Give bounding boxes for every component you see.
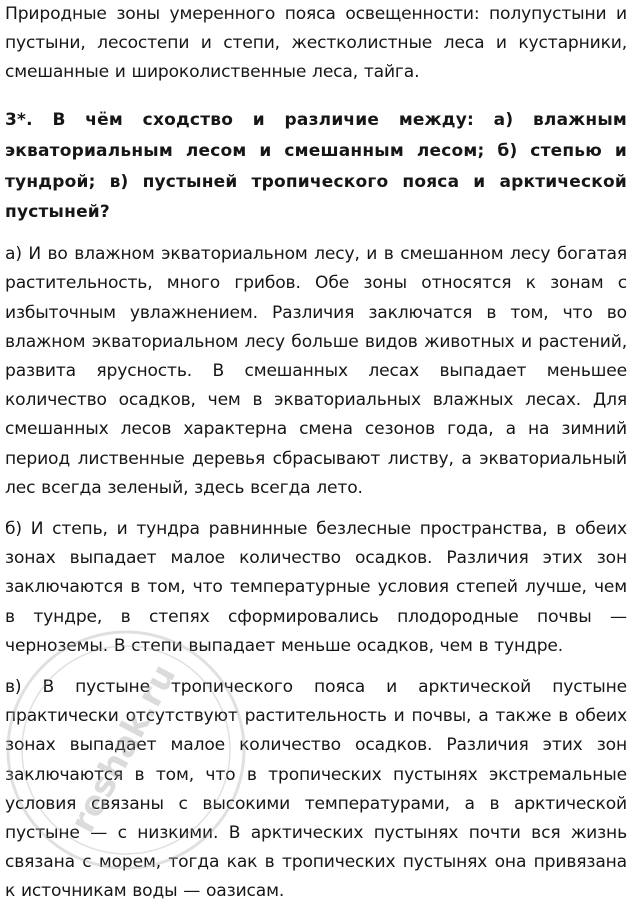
answer-b-paragraph: б) И степь, и тундра равнинные безлесные пространства, в обеих зонах выпадает малое количество осадков. Различия этих зон заключаются в том, что температурные условия степей лучше, чем в тундре, в степях сформировались плодородные почвы — черноземы. В степи выпадает меньше осадков, чем в тундре. xyxy=(5,519,627,656)
intro-paragraph: Природные зоны умеренного пояса освещенности: полупустыни и пустыни, лесостепи и степи, жестколистные леса и кустарники, смешанные и широколиственные леса, тайга. xyxy=(5,4,627,82)
watermark-text: reshak.ru xyxy=(62,658,185,840)
answer-c-paragraph: в) В пустыне тропического пояса и арктической пустыне практически отсутствуют растительность и почвы, а также в обеих зонах выпадает малое количество осадков. Различия этих зон заключаются в том, что в тропических пустынях экстремальные условия связаны с высокими температурами, а в арктической пустыне — с низкими. В арктических пустынях почти вся жизнь связана с морем, тогда как в тропических пустынях она привязана к источникам воды — оазисам. xyxy=(5,677,627,902)
question-heading: 3*. В чём сходство и различие между: а) влажным экваториальным лесом и смешанным лесом; б) степью и тундрой; в) пустыней тропического пояса и арктической пустыней? xyxy=(5,110,627,223)
document-page xyxy=(5,0,627,907)
answer-a-paragraph: а) И во влажном экваториальном лесу, и в смешанном лесу богатая растительность, много грибов. Обе зоны относятся к зонам с избыточным увлажнением. Различия заключатся в том, что во влажном экваториальном лесу больше видов животных и растений, развита ярусность. В смешанных лесах выпадает меньшее количество осадков, чем в экваториальных влажных лесах. Для смешанных лесов характерна смена сезонов года, а на зимний период лиственные деревья сбрасывают листву, а экваториальный лес всегда зеленый, здесь всегда лето. xyxy=(5,244,627,498)
